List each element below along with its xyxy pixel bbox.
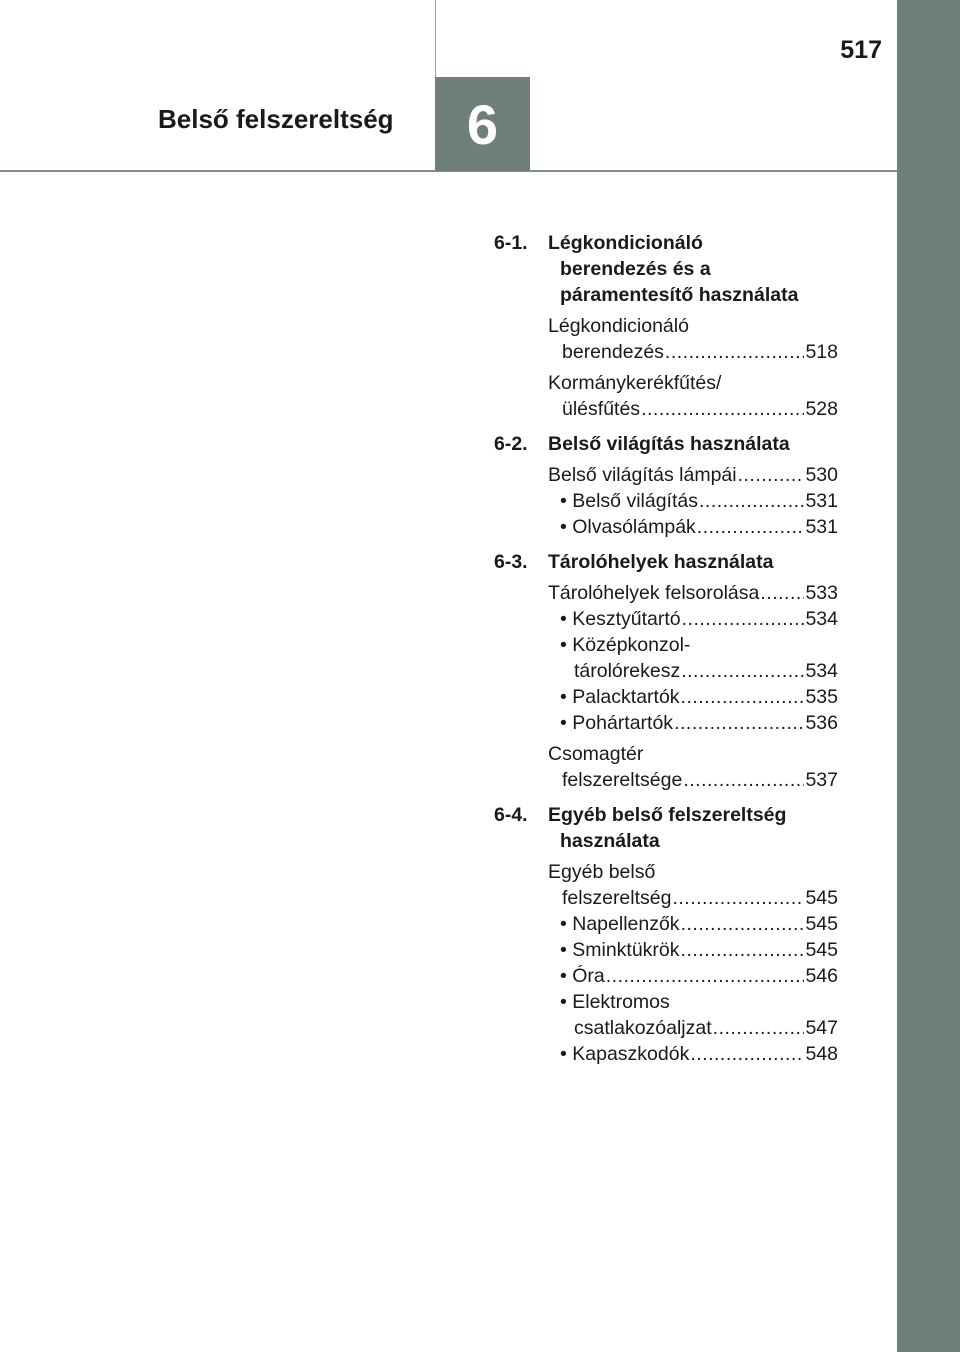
section-number: 6-3. [494, 551, 528, 573]
header-divider-vertical [435, 0, 436, 78]
leader-dots [682, 606, 805, 632]
section-title: Belső világítás használata [548, 433, 790, 455]
toc-page-number: 518 [805, 341, 838, 363]
chapter-title: Belső felszereltség [158, 104, 394, 134]
toc-page-number: 547 [805, 1017, 838, 1039]
toc-page-number: 531 [805, 516, 838, 538]
toc-page-number: 537 [805, 769, 838, 791]
toc-subentry[interactable] [548, 514, 838, 540]
toc-entry-text: ülésfűtés [562, 398, 641, 420]
toc-page-number: 528 [805, 398, 838, 420]
toc-entry[interactable] [548, 313, 838, 365]
toc-entry-text: berendezés [562, 341, 664, 363]
toc-entry[interactable] [548, 741, 838, 793]
table-of-contents [494, 230, 838, 1067]
leader-dots [674, 710, 804, 736]
toc-entry[interactable] [548, 462, 838, 488]
toc-subentry[interactable] [548, 911, 838, 937]
chapter-side-tab [897, 0, 960, 1352]
toc-page-number: 545 [805, 939, 838, 961]
toc-entry[interactable] [548, 859, 838, 911]
leader-dots [606, 963, 805, 989]
leader-dots [681, 911, 805, 937]
leader-dots [683, 767, 804, 793]
section-number: 6-2. [494, 433, 528, 455]
toc-page-number: 536 [805, 712, 838, 734]
toc-subentry[interactable] [548, 710, 838, 736]
toc-page-number: 531 [805, 490, 838, 512]
leader-dots [713, 1015, 805, 1041]
leader-dots [681, 937, 805, 963]
toc-entry-text: Légkondicionáló [548, 315, 689, 337]
toc-subentry[interactable] [548, 606, 838, 632]
toc-entry-text: • Pohártartók [560, 712, 674, 734]
toc-entry-text: • Óra [560, 965, 605, 987]
toc-page-number: 545 [805, 913, 838, 935]
toc-page-number: 545 [805, 887, 838, 909]
toc-entry-text: csatlakozóaljzat [574, 1017, 712, 1039]
section-heading-6-4[interactable] [494, 802, 838, 854]
section-title: Egyéb belső felszereltség használata [548, 804, 787, 852]
toc-page-number: 535 [805, 686, 838, 708]
toc-page-number: 533 [805, 582, 838, 604]
toc-entry-text: Belső világítás lámpái [548, 464, 737, 486]
toc-entry[interactable] [548, 370, 838, 422]
section-heading-6-3[interactable] [494, 549, 838, 575]
leader-dots [690, 1041, 804, 1067]
toc-entry-text: felszereltség [562, 887, 672, 909]
toc-page-number: 534 [805, 660, 838, 682]
leader-dots [681, 684, 805, 710]
toc-entry-text: • Palacktartók [560, 686, 680, 708]
toc-entry-text: • Belső világítás [560, 490, 698, 512]
toc-entry-text: • Sminktükrök [560, 939, 680, 961]
toc-page-number: 548 [805, 1043, 838, 1065]
toc-subentry[interactable] [548, 937, 838, 963]
section-heading-6-2[interactable] [494, 431, 838, 457]
toc-entry-text: felszereltsége [562, 769, 683, 791]
toc-subentry[interactable] [548, 632, 838, 684]
toc-entry-text: Egyéb belső [548, 861, 656, 883]
leader-dots [738, 462, 805, 488]
leader-dots [697, 514, 805, 540]
toc-subentry[interactable] [548, 1041, 838, 1067]
toc-entry-text: • Elektromos [560, 991, 670, 1013]
leader-dots [760, 580, 804, 606]
section-number: 6-1. [494, 232, 528, 254]
toc-subentry[interactable] [548, 488, 838, 514]
page-number: 517 [840, 36, 882, 64]
toc-entry-text: • Napellenzők [560, 913, 680, 935]
toc-entry-text: Kormánykerékfűtés/ [548, 372, 722, 394]
toc-page-number: 534 [805, 608, 838, 630]
section-title: Tárolóhelyek használata [548, 551, 774, 573]
leader-dots [681, 658, 804, 684]
toc-subentry[interactable] [548, 684, 838, 710]
section-heading-6-1[interactable] [494, 230, 838, 308]
leader-dots [641, 396, 804, 422]
toc-subentry[interactable] [548, 963, 838, 989]
toc-entry[interactable] [548, 580, 838, 606]
leader-dots [672, 885, 804, 911]
toc-entry-text: Csomagtér [548, 743, 644, 765]
leader-dots [665, 339, 805, 365]
leader-dots [699, 488, 804, 514]
toc-entry-text: • Kesztyűtartó [560, 608, 681, 630]
toc-entry-text: • Kapaszkodók [560, 1043, 690, 1065]
toc-subentry[interactable] [548, 989, 838, 1041]
chapter-number-badge: 6 [435, 77, 530, 171]
toc-page-number: 530 [805, 464, 838, 486]
toc-entry-text: tárolórekesz [574, 660, 681, 682]
toc-entry-text: • Középkonzol- [560, 634, 691, 656]
section-title: Légkondicionáló berendezés és a páramentesítő használata [548, 232, 799, 306]
toc-entry-text: • Olvasólámpák [560, 516, 696, 538]
toc-page-number: 546 [805, 965, 838, 987]
section-number: 6-4. [494, 804, 528, 826]
toc-entry-text: Tárolóhelyek felsorolása [548, 582, 760, 604]
